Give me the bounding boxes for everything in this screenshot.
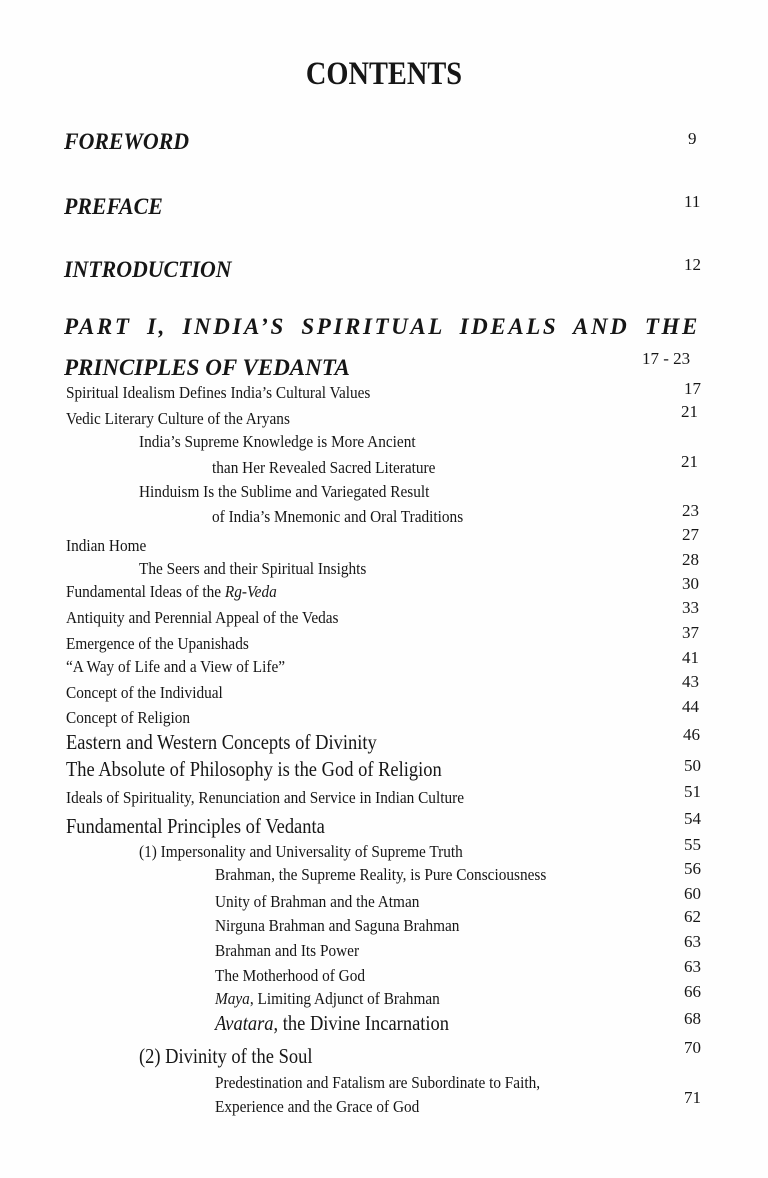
page-number: 50 (684, 756, 701, 775)
toc-entry[interactable] (215, 1013, 449, 1034)
toc-entry[interactable]: “A Way of Life and a View of Life” (66, 657, 286, 676)
page-number: 28 (682, 550, 699, 569)
toc-entry-italic: Maya (215, 989, 250, 1008)
page-number: 17 (684, 379, 701, 398)
page-number: 27 (682, 525, 699, 544)
page-number: 44 (682, 697, 699, 716)
page-number: 37 (682, 623, 699, 642)
page-number: 33 (682, 598, 699, 617)
toc-entry[interactable]: Brahman, the Supreme Reality, is Pure Consciousness (215, 865, 547, 884)
toc-entry[interactable] (66, 583, 277, 600)
toc-entry-continued: than Her Revealed Sacred Literature (212, 458, 436, 477)
page-number: 43 (682, 672, 699, 691)
toc-entry[interactable]: Vedic Literary Culture of the Aryans (66, 409, 290, 428)
toc-entry[interactable]: The Seers and their Spiritual Insights (139, 559, 367, 578)
page-number: 21 (681, 402, 698, 421)
toc-entry[interactable]: Antiquity and Perennial Appeal of the Vedas (66, 608, 339, 627)
toc-entry[interactable] (215, 990, 440, 1007)
page-number: 66 (684, 982, 701, 1001)
page-number: 12 (684, 255, 701, 274)
page-number: 62 (684, 907, 701, 926)
page-number: 63 (684, 932, 701, 951)
page-range: 17 - 23 (642, 349, 691, 368)
toc-part-heading-line2[interactable]: PRINCIPLES OF VEDANTA (64, 355, 350, 380)
page-number: 21 (681, 452, 698, 471)
toc-part-heading-line1[interactable]: PART I, INDIA’S SPIRITUAL IDEALS AND THE (64, 314, 700, 339)
page-number: 55 (684, 835, 701, 854)
toc-entry[interactable]: Concept of the Individual (66, 683, 223, 702)
toc-entry[interactable]: Concept of Religion (66, 708, 191, 727)
toc-preface[interactable]: PREFACE (64, 194, 163, 219)
page-number: 71 (684, 1088, 701, 1107)
toc-entry[interactable]: Brahman and Its Power (215, 941, 360, 960)
toc-entry[interactable]: India’s Supreme Knowledge is More Ancient (139, 432, 416, 451)
toc-entry[interactable]: Fundamental Principles of Vedanta (66, 814, 325, 838)
page-number: 30 (682, 574, 699, 593)
toc-entry-italic: Rg-Veda (224, 582, 277, 601)
toc-entry-italic: Avatara (215, 1011, 274, 1035)
page-number: 60 (684, 884, 701, 903)
page-number: 23 (682, 501, 699, 520)
page-number: 68 (684, 1009, 701, 1028)
toc-entry-text: , Limiting Adjunct of Brahman (249, 989, 440, 1008)
page-number: 9 (688, 129, 697, 148)
toc-foreword[interactable]: FOREWORD (64, 129, 190, 154)
page-number: 63 (684, 957, 701, 976)
toc-entry[interactable]: Hinduism Is the Sublime and Variegated Result (139, 482, 430, 501)
toc-introduction[interactable]: INTRODUCTION (64, 257, 232, 282)
toc-entry[interactable]: Unity of Brahman and the Atman (215, 892, 420, 911)
toc-entry[interactable]: Nirguna Brahman and Saguna Brahman (215, 916, 460, 935)
toc-entry-text: Fundamental Ideas of the (66, 582, 225, 601)
toc-entry[interactable]: The Motherhood of God (215, 966, 366, 985)
page-number: 70 (684, 1038, 701, 1057)
page-title: CONTENTS (305, 56, 463, 92)
toc-entry-text: , the Divine Incarnation (273, 1011, 450, 1035)
page-number: 46 (683, 725, 700, 744)
toc-entry-continued: Experience and the Grace of God (215, 1097, 420, 1116)
toc-entry[interactable]: Ideals of Spirituality, Renunciation and Service in Indian Culture (66, 788, 464, 807)
toc-entry[interactable]: Spiritual Idealism Defines India’s Cultural Values (66, 383, 371, 402)
page-number: 54 (684, 809, 701, 828)
toc-entry-continued: of India’s Mnemonic and Oral Traditions (212, 507, 464, 526)
page-number: 41 (682, 648, 699, 667)
toc-entry[interactable]: Indian Home (66, 536, 147, 555)
toc-entry[interactable]: (1) Impersonality and Universality of Supreme Truth (139, 842, 463, 861)
toc-entry[interactable]: Eastern and Western Concepts of Divinity (66, 730, 377, 754)
page-number: 11 (684, 192, 701, 211)
toc-entry[interactable]: (2) Divinity of the Soul (139, 1044, 313, 1068)
toc-entry[interactable]: Emergence of the Upanishads (66, 634, 249, 653)
page-number: 51 (684, 782, 701, 801)
toc-entry[interactable]: The Absolute of Philosophy is the God of Religion (66, 757, 442, 781)
toc-entry[interactable]: Predestination and Fatalism are Subordinate to Faith, (215, 1073, 541, 1092)
page-number: 56 (684, 859, 701, 878)
